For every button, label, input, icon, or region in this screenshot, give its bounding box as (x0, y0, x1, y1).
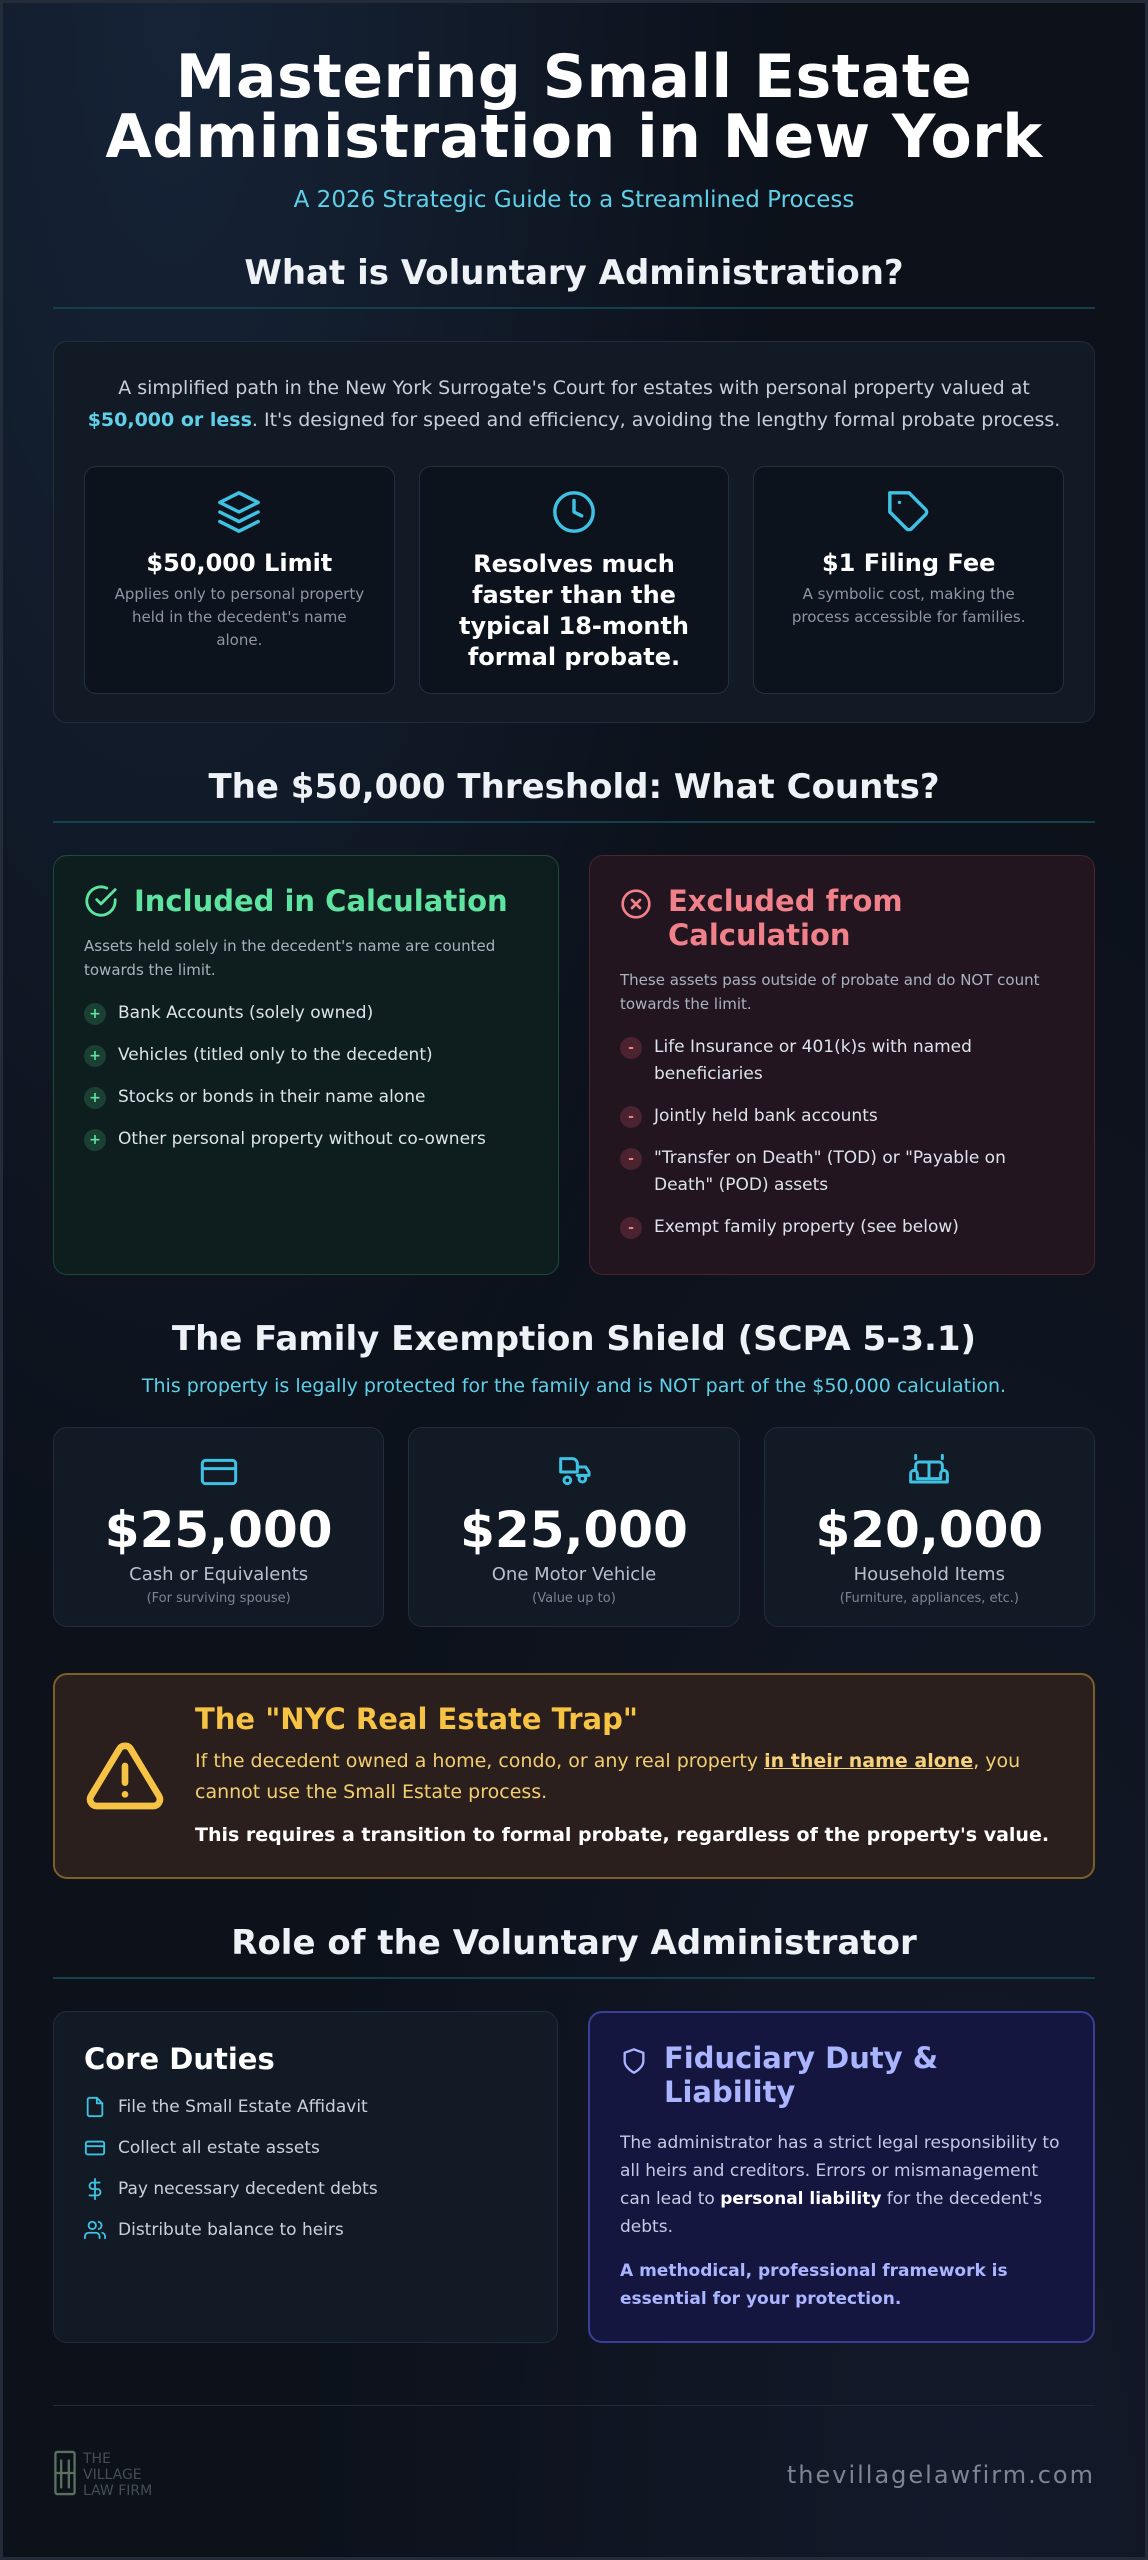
file-icon (84, 2096, 106, 2118)
footer (53, 2450, 1095, 2500)
list-item: - "Transfer on Death" (TOD) or "Payable on Death" (POD) assets (620, 1145, 1064, 1199)
included-card (53, 855, 559, 1275)
feature-title: $50,000 Limit (146, 549, 333, 577)
intro-card (53, 341, 1095, 723)
page-title (53, 42, 1095, 172)
users-icon (84, 2219, 106, 2241)
plus-icon: + (84, 1003, 106, 1025)
list-item: Distribute balance to heirs (84, 2219, 527, 2241)
core-duties-list (84, 2096, 527, 2241)
page-subtitle: A 2026 Strategic Guide to a Streamlined Process (293, 187, 855, 213)
warning-callout (53, 1673, 1095, 1879)
fiduciary-text: The administrator has a strict legal responsibility to all heirs and creditors. Errors or mismanagement can lead to personal liability for the decedent's debts. (620, 2133, 1060, 2237)
included-desc: Assets held solely in the decedent's name are counted towards the limit. (84, 937, 496, 979)
section-title-threshold: The $50,000 Threshold: What Counts? (208, 767, 940, 807)
list-item: + Other personal property without co-owners (84, 1126, 528, 1153)
check-circle-icon (84, 884, 118, 918)
warning-body (195, 1702, 1063, 1851)
excluded-card (589, 855, 1095, 1275)
fiduciary-card (588, 2011, 1095, 2343)
minus-icon: - (620, 1217, 642, 1239)
list-item: - Exempt family property (see below) (620, 1214, 1064, 1241)
fiduciary-title: Fiduciary Duty & Liability (664, 2041, 939, 2109)
car-icon (409, 1452, 738, 1492)
section-title-role: Role of the Voluntary Administrator (231, 1923, 917, 1963)
included-header (84, 884, 528, 918)
exemption-amount: $25,000 (460, 1501, 688, 1559)
intro-highlight: $50,000 or less (87, 409, 252, 431)
exemption-card-vehicle (408, 1427, 739, 1627)
minus-icon: - (620, 1106, 642, 1128)
list-item: - Life Insurance or 401(k)s with named beneficiaries (620, 1034, 1064, 1088)
logo-text: THE VILLAGE LAW FIRM (83, 2451, 153, 2499)
excluded-header (620, 884, 1064, 952)
dollar-icon (84, 2178, 106, 2200)
section-title-voluntary-admin: What is Voluntary Administration? (244, 253, 904, 293)
included-list (84, 1000, 528, 1153)
intro-text: A simplified path in the New York Surrogate's Court for estates with personal property valued at $50,000 or less. It's designed for speed and efficiency, avoiding the lengthy formal probate process. (87, 377, 1061, 431)
building-icon (53, 2450, 77, 2500)
shield-icon (620, 2047, 648, 2075)
excluded-list (620, 1034, 1064, 1241)
exemption-card-cash (53, 1427, 384, 1627)
feature-desc: Applies only to personal property held in the decedent's name alone. (114, 585, 365, 649)
hero (53, 3, 1095, 213)
title-line-1: Mastering Small Estate (175, 42, 973, 112)
exemption-row (53, 1427, 1095, 1627)
infographic (3, 3, 1145, 2557)
title-line-2: Administration in New York (105, 102, 1043, 172)
exemption-label: Cash or Equivalents (129, 1564, 309, 1585)
feature-row (84, 466, 1064, 694)
exemption-subtitle: This property is legally protected for the family and is NOT part of the $50,000 calculation. (141, 1375, 1007, 1397)
warning-strong: This requires a transition to formal probate, regardless of the property's value. (195, 1823, 1050, 1846)
core-duties-title: Core Duties (84, 2042, 275, 2076)
exemption-label: Household Items (853, 1564, 1005, 1585)
minus-icon: - (620, 1148, 642, 1170)
feature-title: Resolves much faster than the typical 18-month formal probate. (458, 550, 690, 671)
exemption-note: (For surviving spouse) (146, 1591, 291, 1606)
x-circle-icon (620, 888, 652, 920)
plus-icon: + (84, 1045, 106, 1067)
divider (53, 307, 1095, 309)
exemption-note: (Value up to) (532, 1591, 616, 1606)
feature-card-fee (753, 466, 1064, 694)
fiduciary-bold: personal liability (720, 2189, 882, 2209)
warning-text: If the decedent owned a home, condo, or any real property in their name alone, you cannot use the Small Estate process. (195, 1749, 1021, 1803)
role-columns (53, 2011, 1095, 2343)
plus-icon: + (84, 1087, 106, 1109)
list-item: - Jointly held bank accounts (620, 1103, 1064, 1130)
exemption-label: One Motor Vehicle (491, 1564, 657, 1585)
list-item: + Stocks or bonds in their name alone (84, 1084, 528, 1111)
divider (53, 1977, 1095, 1979)
credit-card-icon (84, 2137, 106, 2159)
exemption-amount: $20,000 (815, 1501, 1044, 1559)
list-item: + Bank Accounts (solely owned) (84, 1000, 528, 1027)
list-item: + Vehicles (titled only to the decedent) (84, 1042, 528, 1069)
sofa-icon (765, 1452, 1094, 1492)
footer-divider (53, 2405, 1095, 2406)
feature-card-limit (84, 466, 395, 694)
credit-card-icon (54, 1452, 383, 1492)
fiduciary-header (620, 2041, 1063, 2109)
warning-emphasis: in their name alone (764, 1749, 974, 1772)
list-item: Pay necessary decedent debts (84, 2178, 527, 2200)
clock-icon (420, 489, 729, 535)
exemption-amount: $25,000 (104, 1501, 333, 1559)
feature-desc: A symbolic cost, making the process accessible for families. (791, 585, 1026, 626)
exemption-card-household (764, 1427, 1095, 1627)
core-duties-card (53, 2011, 558, 2343)
firm-logo (53, 2450, 152, 2500)
feature-card-speed (419, 466, 730, 694)
threshold-columns (53, 855, 1095, 1275)
section-title-exemption: The Family Exemption Shield (SCPA 5-3.1) (171, 1319, 977, 1359)
website-link[interactable]: thevillagelawfirm.com (786, 2461, 1095, 2489)
layers-icon (85, 489, 394, 535)
exemption-note: (Furniture, appliances, etc.) (839, 1591, 1019, 1606)
list-item: Collect all estate assets (84, 2137, 527, 2159)
fiduciary-closing: A methodical, professional framework is essential for your protection. (620, 2261, 1008, 2309)
tag-icon (754, 489, 1063, 535)
warning-title: The "NYC Real Estate Trap" (195, 1701, 638, 1736)
minus-icon: - (620, 1037, 642, 1059)
feature-title: $1 Filing Fee (821, 549, 996, 577)
excluded-title: Excluded from Calculation (668, 884, 903, 952)
plus-icon: + (84, 1129, 106, 1151)
included-title: Included in Calculation (134, 884, 508, 918)
list-item: File the Small Estate Affidavit (84, 2096, 527, 2118)
excluded-desc: These assets pass outside of probate and do NOT count towards the limit. (620, 971, 1040, 1013)
warning-icon (85, 1739, 165, 1813)
divider (53, 821, 1095, 823)
